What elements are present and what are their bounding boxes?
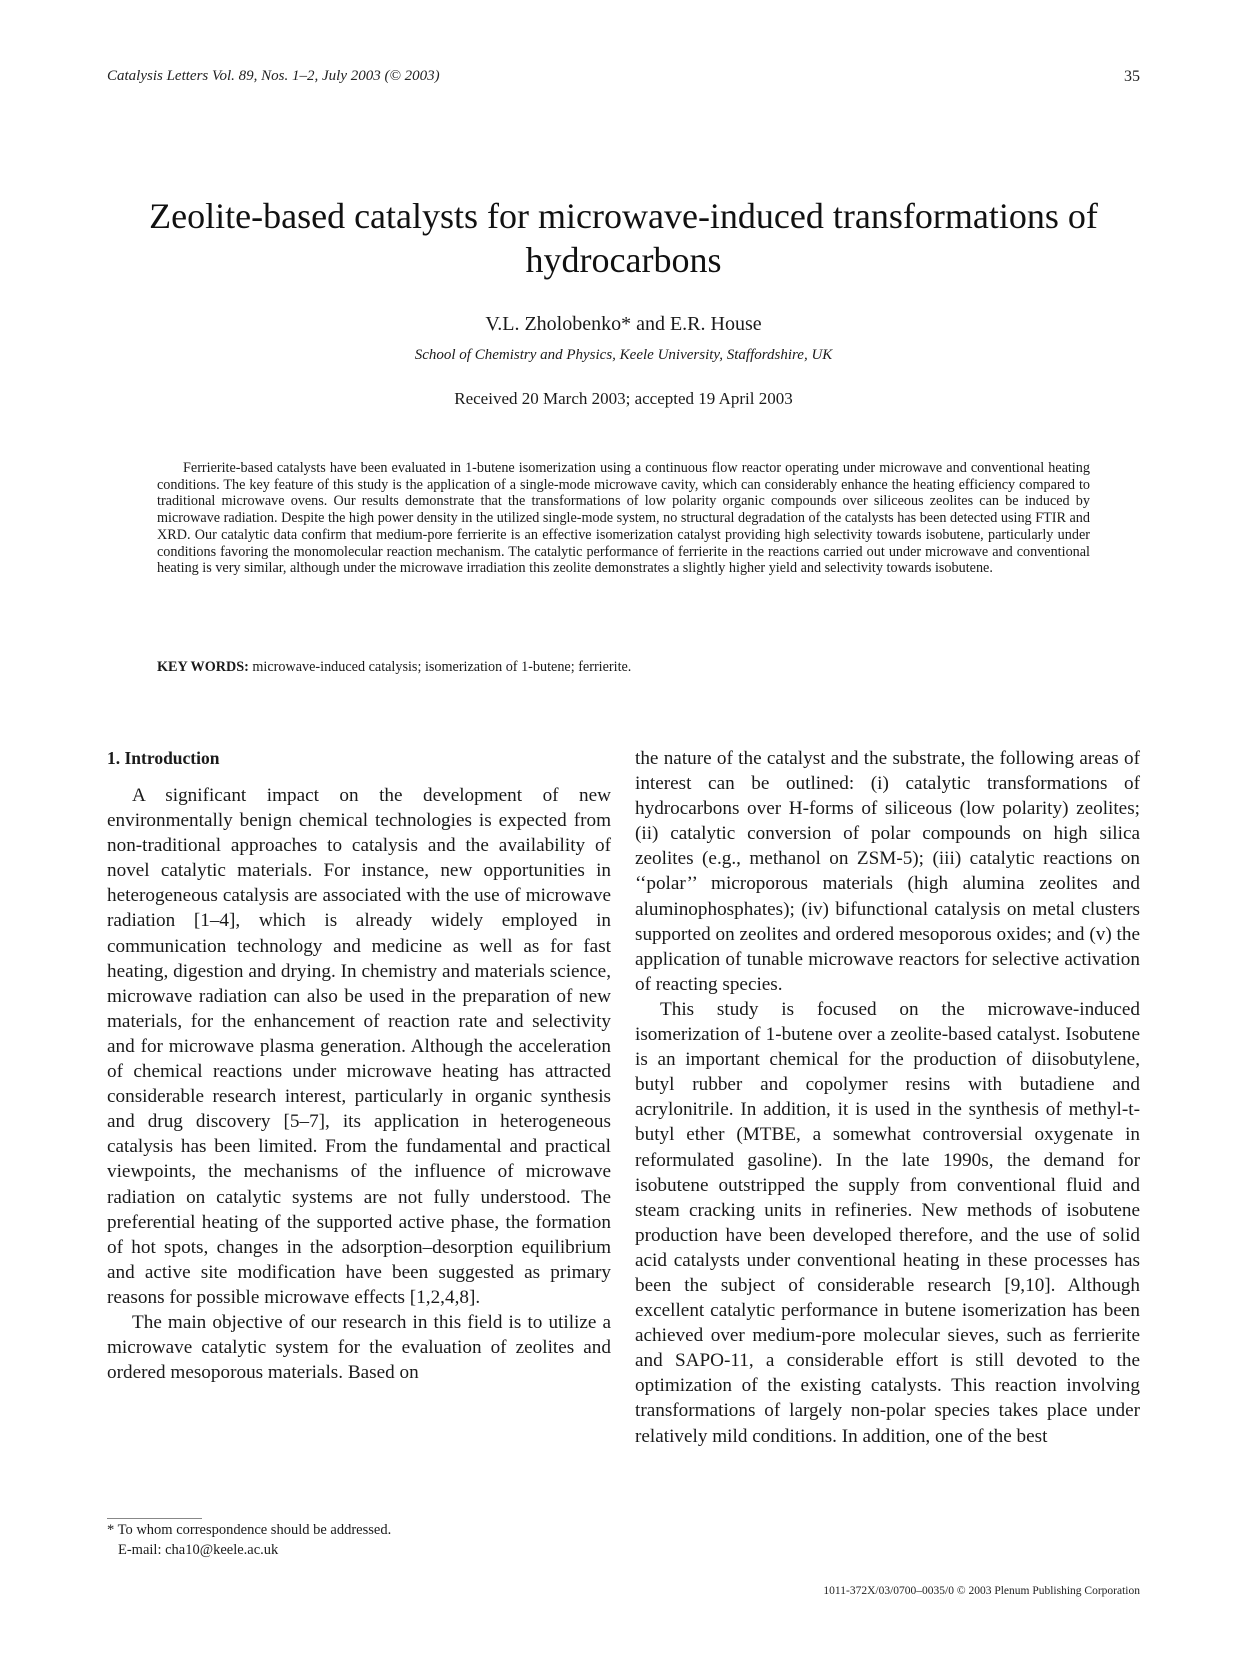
- keywords-label: KEY WORDS:: [157, 659, 249, 675]
- copyright-line: 1011-372X/03/0700–0035/0 © 2003 Plenum Publishing Corporation: [823, 1585, 1140, 1597]
- footnote: [107, 1520, 607, 1560]
- footnote-email: E-mail: cha10@keele.ac.uk: [118, 1542, 279, 1558]
- affiliation: School of Chemistry and Physics, Keele University, Staffordshire, UK: [414, 347, 833, 363]
- page-number: 35: [1124, 68, 1140, 85]
- article-title: Zeolite-based catalysts for microwave-induced transformations of hydrocarbons: [149, 196, 1098, 280]
- footnote-correspondence: * To whom correspondence should be addressed.: [107, 1522, 392, 1538]
- right-column: [635, 746, 1140, 1449]
- authors: V.L. Zholobenko* and E.R. House: [485, 313, 762, 335]
- running-head: Catalysis Letters Vol. 89, Nos. 1–2, July 2003 (© 2003): [107, 68, 440, 84]
- footnote-rule: [107, 1518, 202, 1519]
- paragraph: This study is focused on the microwave-induced isomerization of 1-butene over a zeolite-based catalyst. Isobutene is an important chemical for the production of diisobutylene, butyl rubber and copolymer resins with butadiene and acrylonitrile. In addition, it is used in the synthesis of methyl-t-butyl ether (MTBE, a somewhat controversial oxygenate in reformulated gasoline). In the late 1990s, the demand for isobutene outstripped the supply from conventional fluid and steam cracking units in refineries. New methods of isobutene production have been developed therefore, and the use of solid acid catalysts under conventional heating in these processes has been the subject of considerable research [9,10]. Although excellent catalytic performance in butene isomerization has been achieved over medium-pore molecular sieves, such as ferrierite and SAPO-11, a considerable effort is still devoted to the optimization of the existing catalysts. This reaction involving transformations of largely non-polar species takes place under relatively mild conditions. In addition, one of the best: [635, 998, 1140, 1447]
- section-heading: 1. Introduction: [107, 748, 220, 768]
- paragraph: The main objective of our research in this field is to utilize a microwave catalytic system for the evaluation of zeolites and ordered mesoporous materials. Based on: [107, 1311, 611, 1384]
- abstract: Ferrierite-based catalysts have been evaluated in 1-butene isomerization using a continuous flow reactor operating under microwave and conventional heating conditions. The key feature of this study is the application of a single-mode microwave cavity, which can considerably enhance the heating efficiency compared to traditional microwave ovens. Our results demonstrate that the transformations of low polarity organic compounds over siliceous zeolites can be induced by microwave radiation. Despite the high power density in the utilized single-mode system, no structural degradation of the catalysts has been detected using FTIR and XRD. Our catalytic data confirm that medium-pore ferrierite is an effective isomerization catalyst providing high selectivity towards isobutene, particularly under conditions favoring the monomolecular reaction mechanism. The catalytic performance of ferrierite in the reactions carried out under microwave and conventional heating is very similar, although under the microwave irradiation this zeolite demonstrates a slightly higher yield and selectivity towards isobutene.: [157, 460, 1090, 577]
- left-column: [107, 746, 611, 1385]
- paragraph: A significant impact on the development of new environmentally benign chemical technologies is expected from non-traditional approaches to catalysis and the availability of novel catalytic materials. For instance, new opportunities in heterogeneous catalysis are associated with the use of microwave radiation [1–4], which is already widely employed in communication technology and medicine as well as for fast heating, digestion and drying. In chemistry and materials science, microwave radiation can also be used in the preparation of new materials, for the enhancement of reaction rate and selectivity and for microwave plasma generation. Although the acceleration of chemical reactions under microwave heating has attracted considerable research interest, particularly in organic synthesis and drug discovery [5–7], its application in heterogeneous catalysis has been limited. From the fundamental and practical viewpoints, the mechanisms of the influence of microwave radiation on catalytic systems are not fully understood. The preferential heating of the supported active phase, the formation of hot spots, changes in the adsorption–desorption equilibrium and active site modification have been suggested as primary reasons for possible microwave effects [1,2,4,8].: [107, 785, 611, 1308]
- paragraph: the nature of the catalyst and the substrate, the following areas of interest can be outlined: (i) catalytic transformations of hydrocarbons over H-forms of siliceous (low polarity) zeolites; (ii) catalytic conversion of polar compounds on high silica zeolites (e.g., methanol on ZSM-5); (iii) catalytic reactions on ‘‘polar’’ microporous materials (high alumina zeolites and aluminophosphates); (iv) bifunctional catalysis on metal clusters supported on zeolites and ordered mesoporous oxides; and (v) the application of tunable microwave reactors for selective activation of reacting species.: [635, 748, 1140, 995]
- received-dates: Received 20 March 2003; accepted 19 April 2003: [454, 389, 793, 408]
- keywords: [157, 659, 1090, 676]
- keywords-text: microwave-induced catalysis; isomerization of 1-butene; ferrierite.: [252, 659, 632, 675]
